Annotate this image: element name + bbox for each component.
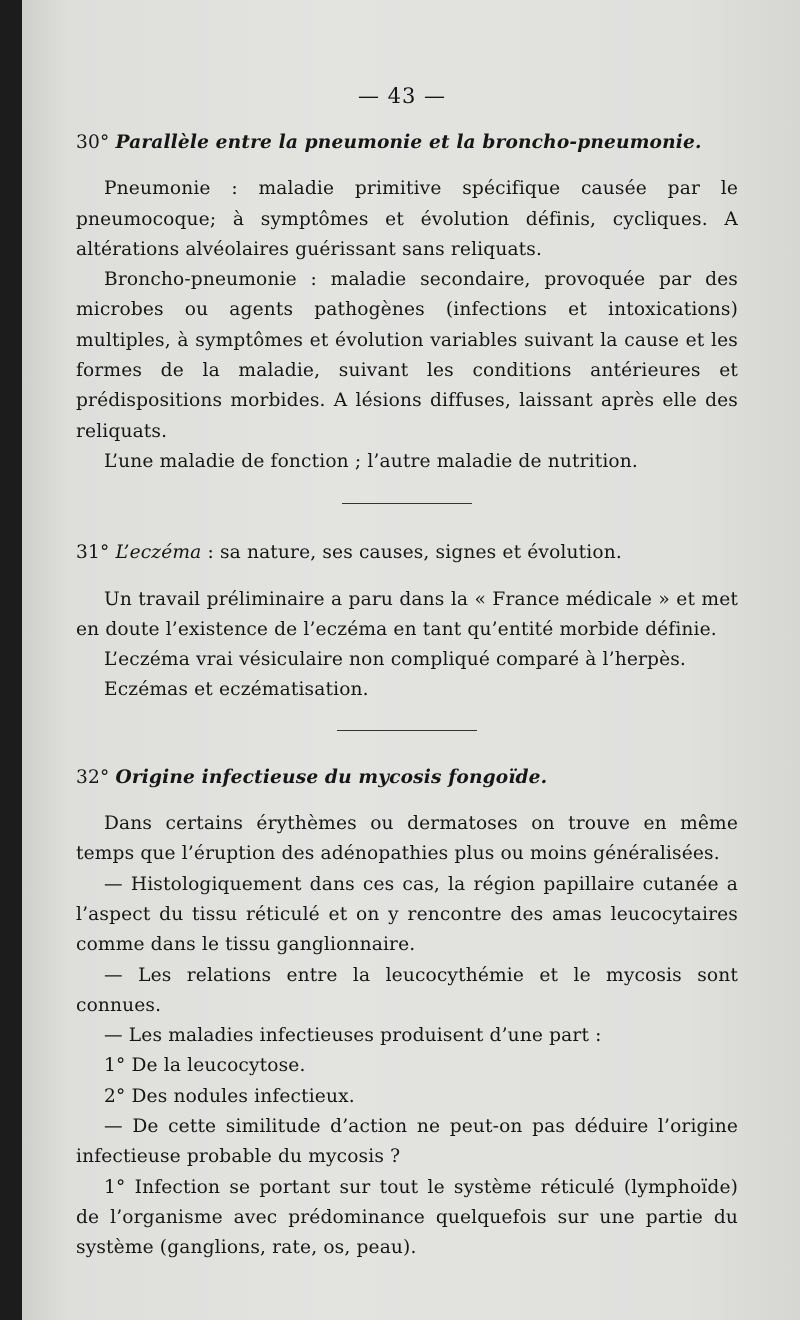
- paragraph: 1° Infection se portant sur tout le système réticulé (lymphoïde) de l’organisme avec prédominance quelquefois sur une partie du système (ganglions, rate, os, peau).: [76, 1176, 738, 1259]
- paragraph: L’une maladie de fonction ; l’autre maladie de nutrition.: [104, 450, 638, 472]
- section-heading: [76, 128, 738, 158]
- paragraph: Pneumonie : maladie primitive spécifique causée par le pneumocoque; à symptômes et évolution définis, cycliques. A altérations alvéolaires guérissant sans reliquats.: [76, 178, 738, 260]
- book-page: [22, 0, 800, 1320]
- list-item: 1° De la leucocytose.: [104, 1055, 306, 1077]
- section-title-italic: L’eczéma: [115, 542, 202, 564]
- paragraph: Broncho-pneumonie : maladie secondaire, provoquée par des microbes ou agents pathogènes (infections et intoxications) multiples, à symptômes et évolution variables suivant la cause et les formes de la maladie, suivant les conditions antérieures et prédispositions morbides. A lésions diffuses, laissant après elle des reliquats.: [76, 269, 738, 442]
- paragraph: Dans certains érythèmes ou dermatoses on trouve en même temps que l’éruption des adénopathies plus ou moins généralisées.: [76, 813, 738, 865]
- section-title: Origine infectieuse du mycosis fongoïde.: [115, 766, 548, 788]
- section-30: [76, 128, 738, 477]
- section-heading: [76, 538, 738, 568]
- paragraph: Un travail préliminaire a paru dans la « France médicale » et met en doute l’existence de l’eczéma en tant qu’entité morbide définie.: [76, 588, 738, 640]
- section-32: [76, 763, 738, 1264]
- section-number: 32°: [76, 766, 110, 788]
- paragraph: Eczémas et eczématisation.: [104, 679, 369, 701]
- section-title: Parallèle entre la pneumonie et la broncho-pneumonie.: [115, 132, 702, 153]
- paragraph: — Histologiquement dans ces cas, la région papillaire cutanée a l’aspect du tissu réticulé et on y rencontre des amas leucocytaires comme dans le tissu ganglionnaire.: [76, 873, 738, 956]
- section-divider: [342, 503, 472, 504]
- section-number: 31°: [76, 542, 110, 564]
- page-body: [76, 128, 738, 1264]
- section-number: 30°: [76, 132, 110, 153]
- list-item: 2° Des nodules infectieux.: [104, 1085, 355, 1107]
- section-31: [76, 538, 738, 705]
- paragraph: — De cette similitude d’action ne peut-on pas déduire l’origine infectieuse probable du mycosis ?: [76, 1116, 738, 1168]
- section-title-rest: : sa nature, ses causes, signes et évolution.: [201, 542, 622, 564]
- paragraph: — Les relations entre la leucocythémie et le mycosis sont connues.: [76, 964, 738, 1016]
- paragraph: — Les maladies infectieuses produisent d’une part :: [104, 1025, 602, 1047]
- section-heading: [76, 763, 738, 793]
- page-number: — 43 —: [357, 84, 447, 108]
- paragraph: L’eczéma vrai vésiculaire non compliqué comparé à l’herpès.: [104, 649, 686, 671]
- section-divider: [337, 730, 477, 731]
